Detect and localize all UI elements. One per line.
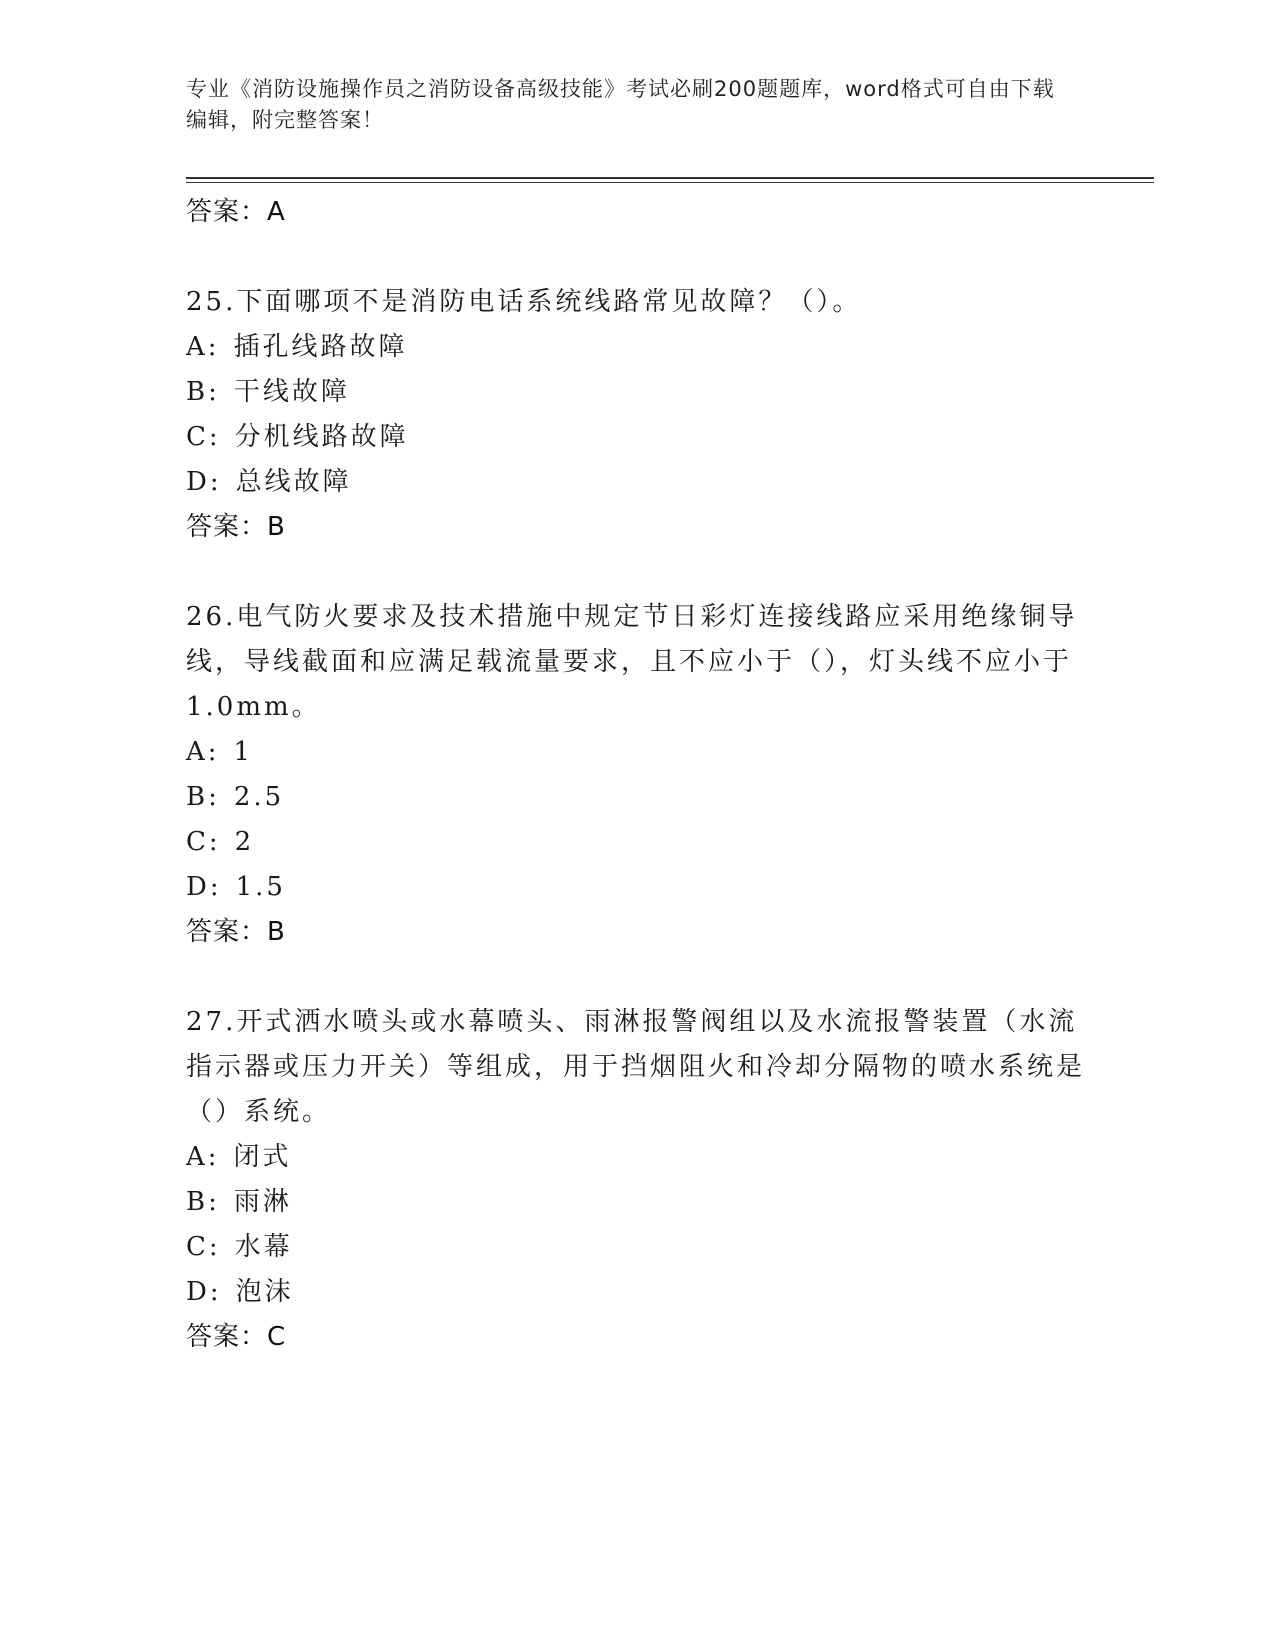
question-26 bbox=[186, 595, 1086, 954]
option-text: 插孔线路故障 bbox=[233, 332, 408, 362]
header-rule-thin bbox=[186, 182, 1154, 183]
option-separator: : bbox=[209, 1277, 222, 1307]
option-text: 总线故障 bbox=[235, 467, 352, 497]
answer-label: 答案： bbox=[186, 197, 268, 227]
option-key: D bbox=[186, 1277, 210, 1307]
option-key: A bbox=[186, 737, 208, 767]
option-c bbox=[186, 820, 1086, 865]
option-key: B bbox=[186, 782, 209, 812]
option-key: D bbox=[186, 872, 210, 902]
question-answer bbox=[186, 505, 1086, 549]
answer-value: A bbox=[267, 197, 286, 227]
answer-label: 答案： bbox=[186, 512, 268, 542]
option-separator: : bbox=[207, 737, 220, 767]
header-text: 专业《消防设施操作员之消防设备高级技能》考试必刷200题题库，word格式可自由下载编辑，附完整答案！ bbox=[186, 77, 1055, 132]
option-text: 干线故障 bbox=[233, 377, 350, 407]
answer-value: B bbox=[267, 512, 286, 542]
option-separator: : bbox=[209, 467, 222, 497]
answer-label: 答案： bbox=[186, 1322, 268, 1352]
question-answer bbox=[186, 1315, 1086, 1359]
question-27 bbox=[186, 1000, 1086, 1359]
option-separator: : bbox=[207, 1142, 220, 1172]
option-key: A bbox=[186, 332, 208, 362]
option-text: 2 bbox=[234, 827, 255, 857]
option-c bbox=[186, 415, 1086, 460]
option-b bbox=[186, 370, 1086, 415]
header-rule-thick bbox=[186, 177, 1154, 179]
question-stem: 27.开式洒水喷头或水幕喷头、雨淋报警阀组以及水流报警装置（水流指示器或压力开关）等组成，用于挡烟阻火和冷却分隔物的喷水系统是（）系统。 bbox=[186, 1007, 1086, 1127]
page-header bbox=[186, 74, 1066, 136]
option-text: 闭式 bbox=[233, 1142, 292, 1172]
option-separator: : bbox=[208, 1187, 220, 1217]
option-separator: : bbox=[208, 782, 220, 812]
option-key: C bbox=[186, 827, 209, 857]
option-text: 分机线路故障 bbox=[234, 422, 409, 452]
option-a bbox=[186, 325, 1086, 370]
option-separator: : bbox=[208, 422, 221, 452]
option-c bbox=[186, 1225, 1086, 1270]
option-key: D bbox=[186, 467, 210, 497]
option-text: 雨淋 bbox=[233, 1187, 292, 1217]
option-separator: : bbox=[208, 377, 220, 407]
option-key: C bbox=[186, 422, 209, 452]
previous-answer bbox=[186, 190, 1086, 234]
answer-label: 答案： bbox=[186, 917, 268, 947]
option-key: C bbox=[186, 1232, 209, 1262]
option-key: B bbox=[186, 377, 209, 407]
option-separator: : bbox=[208, 827, 221, 857]
option-key: A bbox=[186, 1142, 208, 1172]
question-stem: 25.下面哪项不是消防电话系统线路常见故障？（）。 bbox=[186, 287, 862, 317]
option-b bbox=[186, 1180, 1086, 1225]
answer-value: B bbox=[267, 917, 286, 947]
option-separator: : bbox=[208, 1232, 221, 1262]
option-text: 1.5 bbox=[235, 872, 286, 902]
option-separator: : bbox=[207, 332, 220, 362]
answer-value: C bbox=[267, 1322, 287, 1352]
question-stem: 26.电气防火要求及技术措施中规定节日彩灯连接线路应采用绝缘铜导线，导线截面和应满足载流量要求，且不应小于（），灯头线不应小于1.0mm。 bbox=[186, 602, 1078, 722]
option-d bbox=[186, 460, 1086, 505]
option-a bbox=[186, 730, 1086, 775]
option-text: 1 bbox=[233, 737, 254, 767]
option-text: 泡沫 bbox=[235, 1277, 294, 1307]
option-d bbox=[186, 865, 1086, 910]
question-answer bbox=[186, 910, 1086, 954]
option-key: B bbox=[186, 1187, 209, 1217]
question-list bbox=[186, 190, 1086, 1359]
option-text: 2.5 bbox=[233, 782, 285, 812]
option-text: 水幕 bbox=[234, 1232, 293, 1262]
question-25 bbox=[186, 280, 1086, 549]
option-b bbox=[186, 775, 1086, 820]
option-a bbox=[186, 1135, 1086, 1180]
option-d bbox=[186, 1270, 1086, 1315]
option-separator: : bbox=[209, 872, 222, 902]
